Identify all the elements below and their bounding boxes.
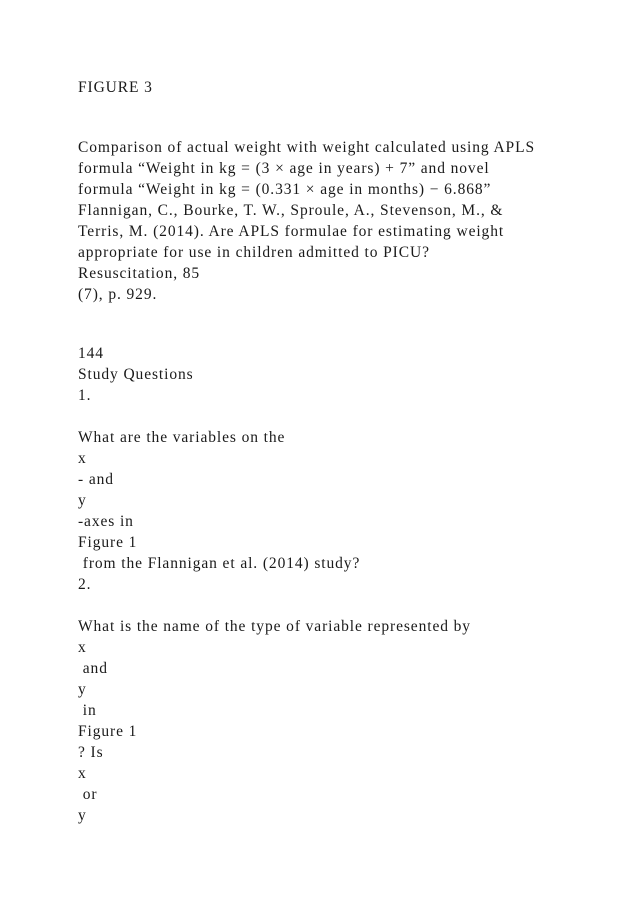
- question-text: in: [78, 702, 97, 719]
- question-text: Figure 1: [78, 723, 138, 740]
- question-text: y: [78, 681, 87, 698]
- caption-line: Flannigan, C., Bourke, T. W., Sproule, A., Stevenson, M., &: [78, 202, 504, 219]
- question-text: -axes in: [78, 513, 134, 530]
- figure-label: FIGURE 3: [78, 79, 153, 96]
- question-text: What are the variables on the: [78, 429, 286, 446]
- question-text: Figure 1: [78, 534, 138, 551]
- question-text: What is the name of the type of variable represented by: [78, 618, 471, 635]
- question-text: and: [78, 660, 108, 677]
- question-text: y: [78, 807, 87, 824]
- question-text: from the Flannigan et al. (2014) study?: [78, 555, 361, 572]
- question-number: 1.: [78, 387, 92, 404]
- citation-issue-page: (7), p. 929.: [78, 286, 158, 303]
- question-text: y: [78, 492, 87, 509]
- section-title: Study Questions: [78, 366, 194, 383]
- caption-line: Comparison of actual weight with weight calculated using APLS: [78, 139, 535, 156]
- caption-line: Terris, M. (2014). Are APLS formulae for estimating weight: [78, 223, 505, 240]
- caption-line: formula “Weight in kg = (0.331 × age in months) − 6.868”: [78, 181, 492, 198]
- question-text: or: [78, 786, 98, 803]
- question-text: ? Is: [78, 744, 104, 761]
- question-text: x: [78, 639, 87, 656]
- caption-line: appropriate for use in children admitted to PICU?: [78, 244, 430, 261]
- caption-line: formula “Weight in kg = (3 × age in years) + 7” and novel: [78, 160, 490, 177]
- question-text: x: [78, 450, 87, 467]
- citation-journal: Resuscitation, 85: [78, 265, 201, 282]
- question-text: x: [78, 765, 87, 782]
- question-text: - and: [78, 471, 114, 488]
- page-number: 144: [78, 345, 104, 362]
- question-number: 2.: [78, 576, 92, 593]
